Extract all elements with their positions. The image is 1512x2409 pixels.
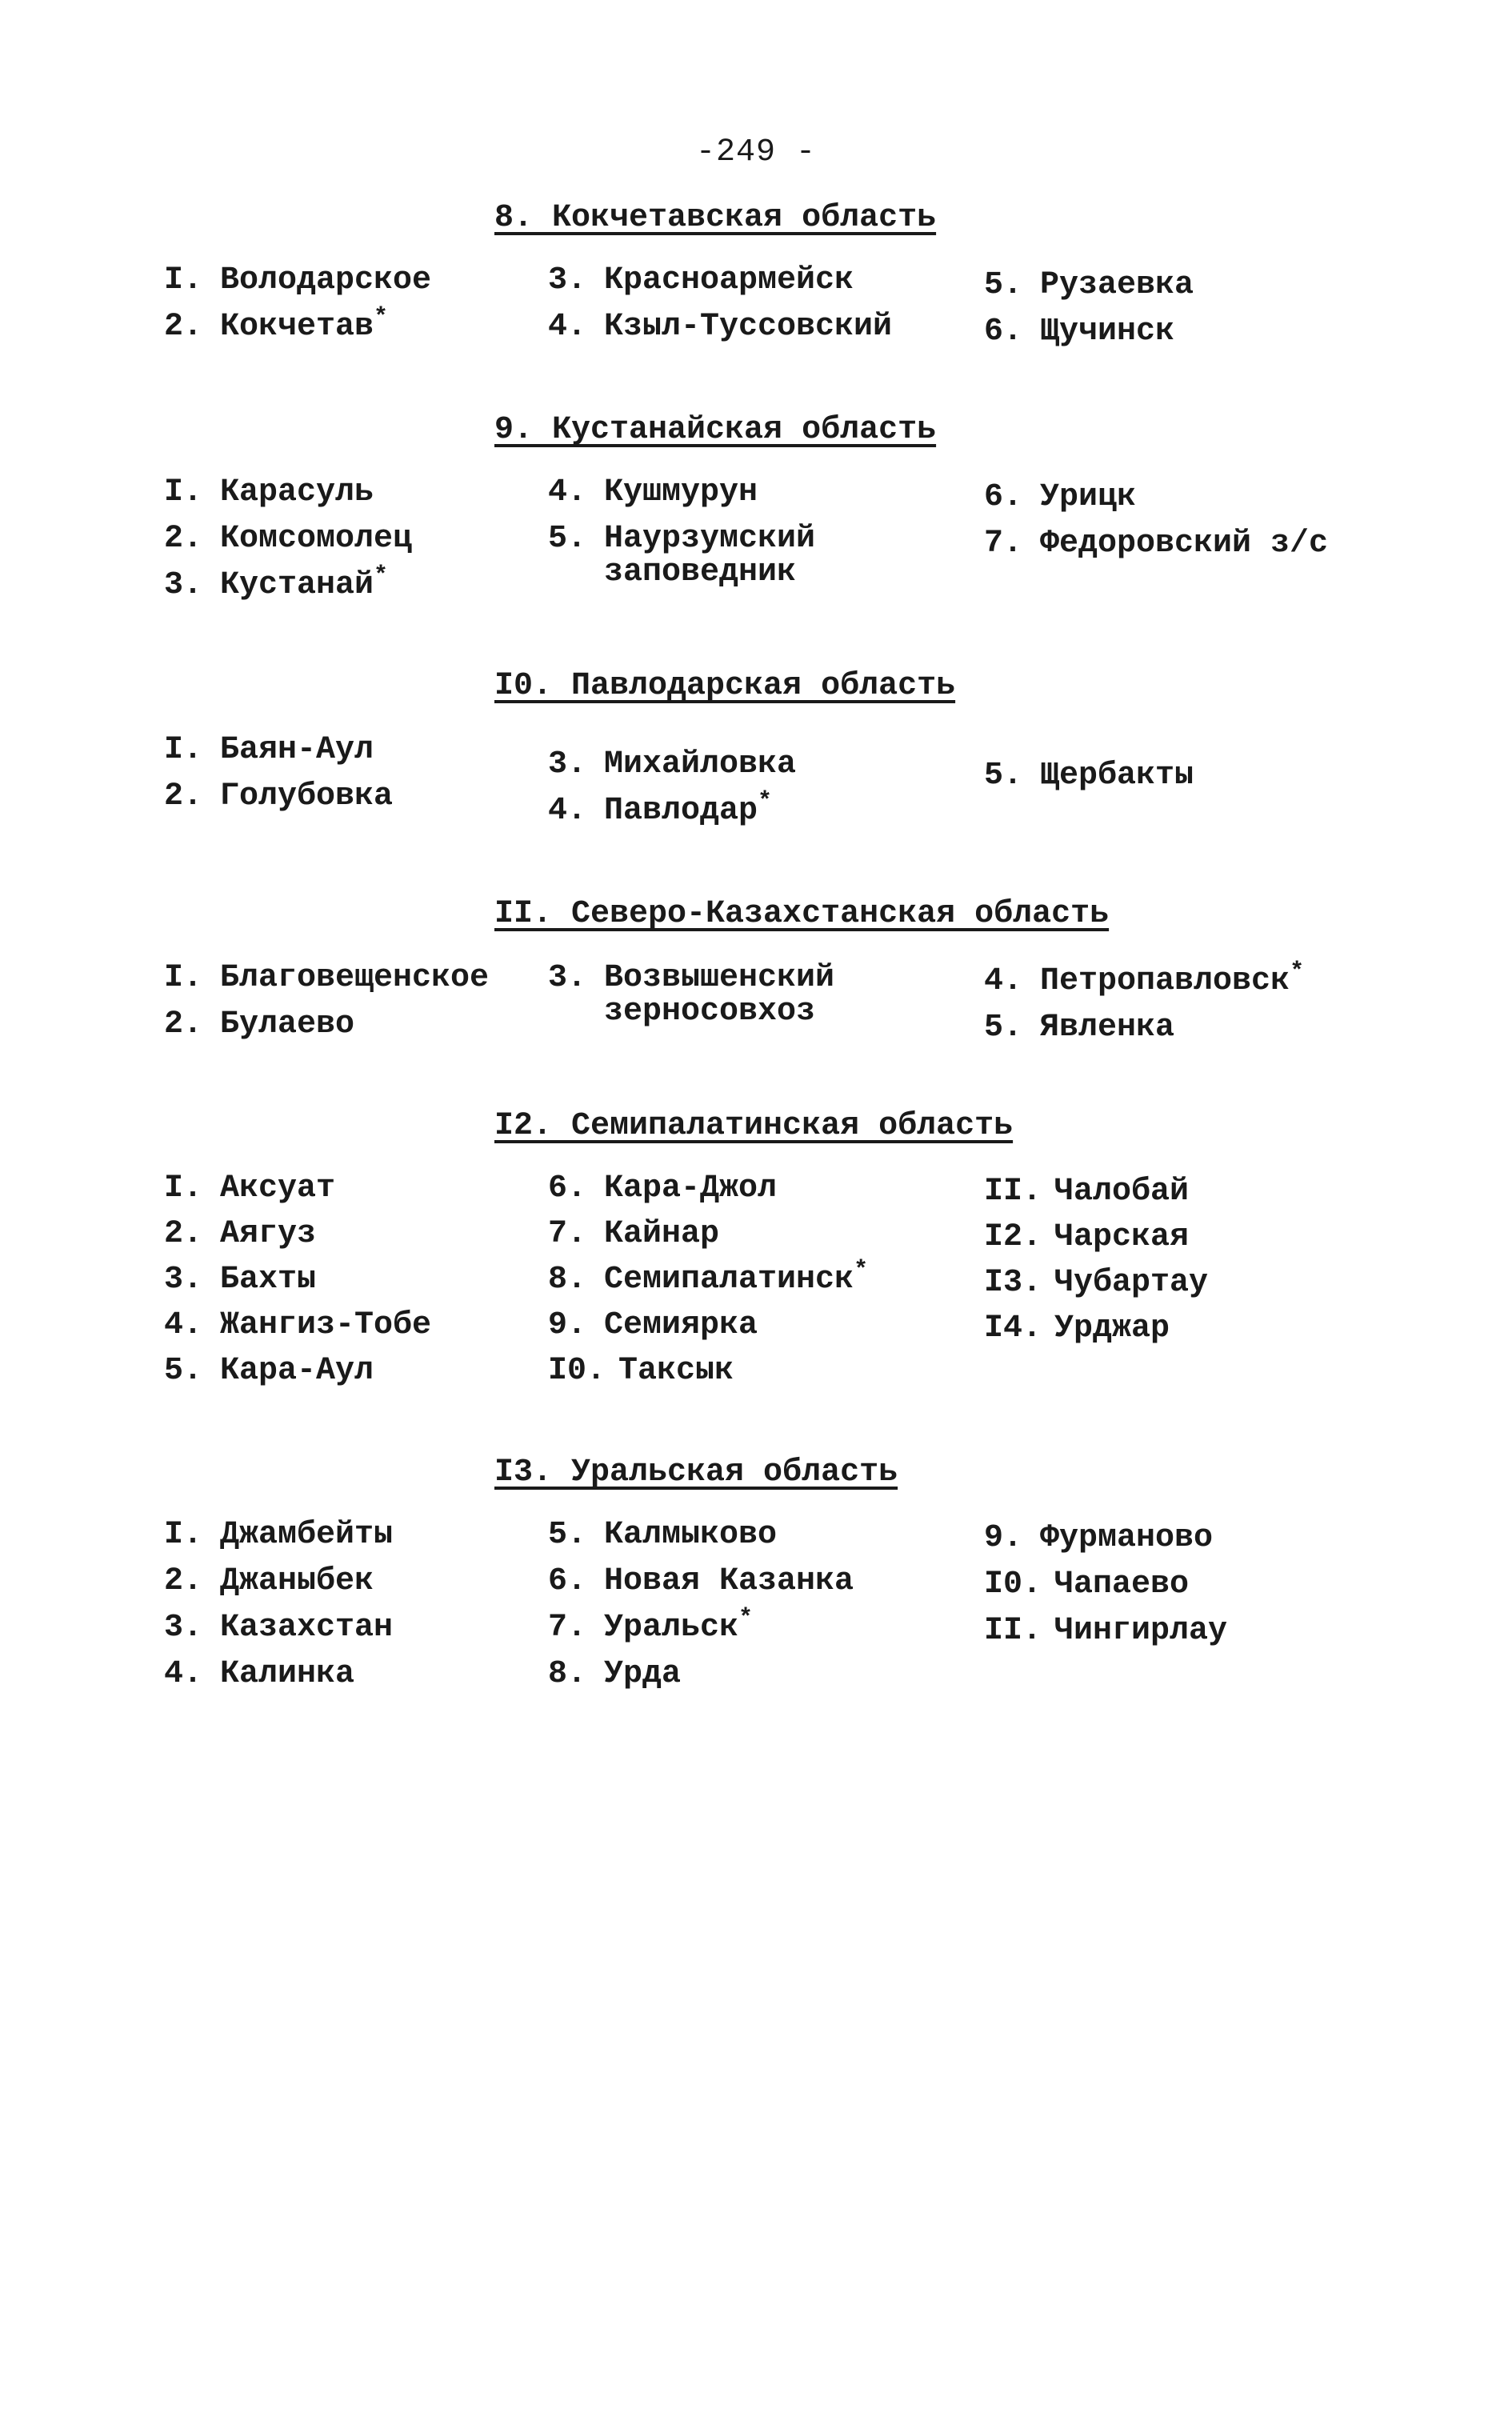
station-number: I0. [984,1567,1042,1603]
station-name: Баян-Аул [220,732,374,768]
station-number: 5. [164,1353,203,1389]
region-heading: I0. Павлодарская область [494,668,956,704]
station-item [164,962,489,995]
station-item [984,269,1194,302]
station-number: 3. [164,567,203,603]
station-number: I3. [984,1265,1042,1301]
station-name: Павлодар [604,793,758,829]
station-number: 2. [164,1563,203,1599]
station-name: Семипалатинск [604,1262,854,1298]
station-name: Уральск [604,1610,739,1646]
station-number: 6. [984,314,1023,350]
station-item [984,759,1194,793]
regional-center-mark: * [1290,958,1305,986]
station-item [984,527,1328,561]
station-number: 3. [164,1262,203,1298]
station-number: 8. [548,1656,587,1692]
station-item [984,1221,1189,1255]
station-number: 5. [984,267,1023,303]
station-item [164,734,374,767]
station-name: Аягуз [220,1216,317,1252]
station-number: 5. [548,521,587,557]
station-name: Федоровский з/с [1040,526,1329,562]
station-item [164,780,393,814]
station-number: 2. [164,1006,203,1042]
station-name: Бахты [220,1262,317,1298]
station-name: Голубовка [220,778,394,814]
region-heading: I3. Уральская область [494,1455,898,1491]
station-number: 6. [984,479,1023,515]
station-item [984,1011,1174,1045]
station-item [164,1172,335,1206]
station-number: 5. [984,758,1023,794]
station-number: 7. [548,1216,587,1252]
station-item [548,1355,734,1388]
station-name: Новая Казанка [604,1563,854,1599]
station-name: Чалобай [1054,1174,1190,1210]
station-name: Кайнар [604,1216,720,1252]
regional-center-mark: * [374,304,389,331]
station-item [164,522,412,556]
station-name: Щучинск [1040,314,1175,350]
region-heading: I2. Семипалатинская область [494,1108,1014,1144]
station-item [984,958,1305,999]
station-item [548,1658,681,1691]
station-name: Фурманово [1040,1520,1214,1556]
station-number: I. [164,1517,203,1553]
station-name: Калинка [220,1656,355,1692]
station-number: 9. [548,1307,587,1343]
station-item [164,1611,393,1645]
station-name: Наурзумский заповедник [604,521,816,590]
station-number: 4. [164,1656,203,1692]
station-number: II. [984,1613,1042,1649]
station-item [164,1658,354,1691]
station-number: 4. [984,963,1023,999]
station-name: Жангиз-Тобе [220,1307,432,1343]
station-name: Михайловка [604,746,797,782]
station-number: 4. [548,793,587,829]
station-item [984,1615,1227,1648]
station-number: II. [984,1174,1042,1210]
station-item [164,1519,393,1552]
station-name: Кара-Джол [604,1170,778,1207]
station-item [164,1218,316,1251]
station-name: Джаныбек [220,1563,374,1599]
region-heading: 8. Кокчетавская область [494,200,937,236]
station-name: Володарское [220,262,432,298]
station-number: 5. [984,1010,1023,1046]
station-item [548,1309,758,1343]
station-name: Кустанай [220,567,374,603]
station-item [164,264,431,298]
station-number: 2. [164,521,203,557]
station-item [548,1172,777,1206]
station-name: Щербакты [1040,758,1194,794]
station-item [984,1522,1213,1555]
station-item [984,1175,1189,1209]
station-number: 4. [548,474,587,510]
station-name: Семиярка [604,1307,758,1343]
region-heading: II. Северо-Казахстанская область [494,896,1110,932]
regional-center-mark: * [854,1257,869,1284]
station-item [548,476,758,510]
station-item [548,522,815,590]
station-item [164,1008,354,1042]
station-number: 6. [548,1170,587,1207]
station-name: Чубартау [1054,1265,1209,1301]
station-number: I. [164,732,203,768]
station-name: Таксык [618,1353,734,1389]
station-name: Возвышенский зерносовхоз [604,960,835,1030]
station-name: Булаево [220,1006,355,1042]
station-number: I. [164,960,203,996]
station-item [548,1605,754,1646]
station-number: I. [164,1170,203,1207]
station-name: Чарская [1054,1219,1190,1255]
station-name: Калмыково [604,1517,778,1553]
station-number: 6. [548,1563,587,1599]
station-name: Кокчетав [220,309,374,345]
station-name: Чапаево [1054,1567,1190,1603]
station-item [548,264,854,298]
regional-center-mark: * [758,788,773,815]
station-item [984,1267,1208,1300]
station-name: Комсомолец [220,521,413,557]
station-number: 7. [984,526,1023,562]
station-number: 5. [548,1517,587,1553]
station-item [164,1565,374,1599]
station-name: Кара-Аул [220,1353,374,1389]
station-number: 4. [548,309,587,345]
station-name: Чингирлау [1054,1613,1228,1649]
station-item [164,1355,374,1388]
station-item [164,562,389,603]
station-number: 3. [164,1610,203,1646]
station-item [548,1218,719,1251]
station-name: Урджар [1054,1311,1170,1347]
station-item [548,1565,854,1599]
station-number: I. [164,262,203,298]
station-name: Урда [604,1656,682,1692]
station-item [164,304,389,345]
station-item [548,788,773,829]
station-number: I. [164,474,203,510]
station-item [548,310,892,344]
station-number: 8. [548,1262,587,1298]
station-item [548,748,796,782]
station-number: 3. [548,262,587,298]
station-number: 2. [164,778,203,814]
station-name: Джамбейты [220,1517,394,1553]
station-name: Аксуат [220,1170,336,1207]
station-number: 4. [164,1307,203,1343]
regional-center-mark: * [374,562,389,590]
station-item [984,315,1174,349]
station-name: Петропавловск [1040,963,1290,999]
station-name: Казахстан [220,1610,394,1646]
station-name: Рузаевка [1040,267,1194,303]
station-name: Кушмурун [604,474,758,510]
station-item [164,476,374,510]
page-number: -249 - [695,134,817,170]
station-name: Красноармейск [604,262,854,298]
regional-center-mark: * [738,1605,754,1632]
station-item [164,1263,316,1297]
station-number: 2. [164,309,203,345]
station-item [984,481,1136,514]
station-item [548,962,834,1029]
station-item [984,1568,1189,1602]
station-item [164,1309,431,1343]
region-heading: 9. Кустанайская область [494,412,937,448]
station-name: Кзыл-Туссовский [604,309,893,345]
station-number: 7. [548,1610,587,1646]
station-name: Явленка [1040,1010,1175,1046]
station-number: I2. [984,1219,1042,1255]
station-name: Урицк [1040,479,1137,515]
station-item [548,1519,777,1552]
station-number: 2. [164,1216,203,1252]
station-number: 3. [548,746,587,782]
station-name: Благовещенское [220,960,490,996]
station-item [548,1257,869,1298]
station-number: 3. [548,960,587,996]
station-number: 9. [984,1520,1023,1556]
station-name: Карасуль [220,474,374,510]
station-item [984,1312,1170,1346]
station-number: I4. [984,1311,1042,1347]
station-number: I0. [548,1353,606,1389]
